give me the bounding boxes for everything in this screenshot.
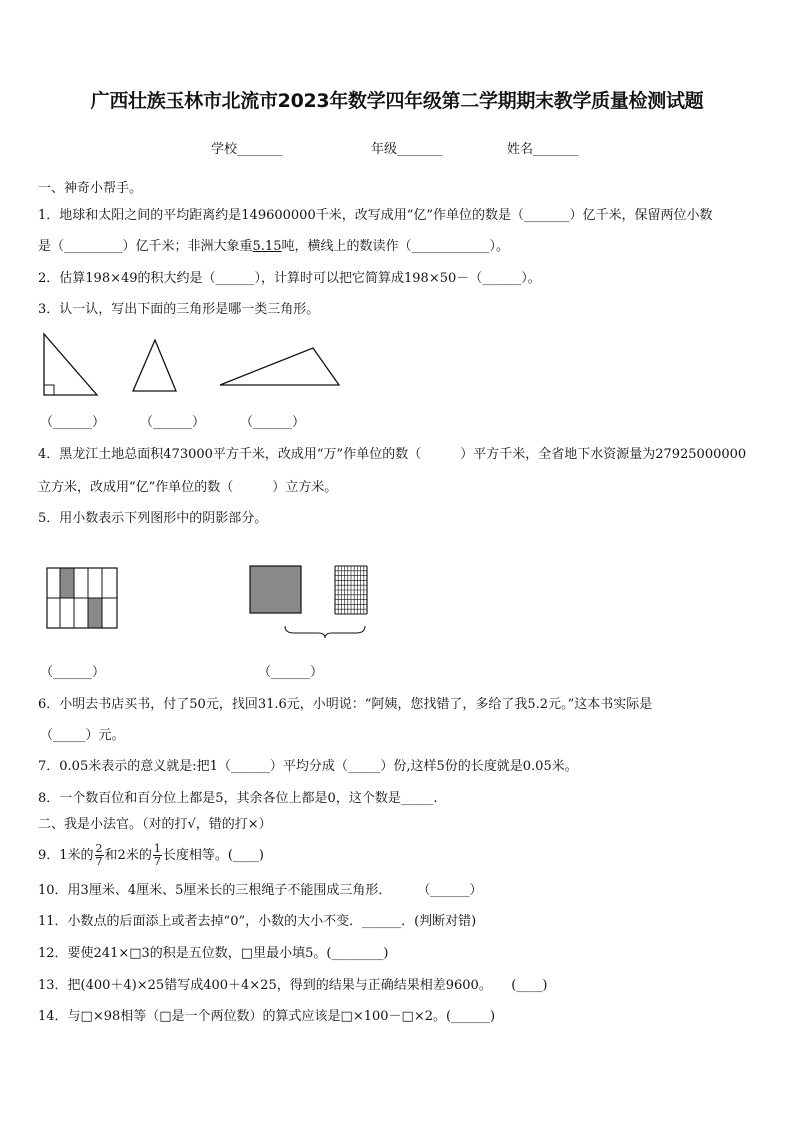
question-8: 8．一个数百位和百分位上都是5，其余各位上都是0，这个数是_____. bbox=[38, 791, 438, 806]
question-4-line-2: 立方米，改成用“亿”作单位的数（ ）立方米。 bbox=[38, 480, 338, 495]
obtuse-triangle-figure bbox=[218, 345, 343, 389]
question-12: 12．要使241×□3的积是五位数，□里最小填5。(________) bbox=[38, 946, 389, 961]
name-field: 姓名_______ bbox=[507, 142, 579, 157]
fraction-one-seventh: $\frac{1}{7}$ bbox=[153, 842, 161, 868]
grade-field: 年级_______ bbox=[371, 142, 443, 157]
school-field: 学校_______ bbox=[211, 142, 283, 157]
question-9: 9．1米的 $\frac{2}{7}$ 和2米的 $\frac{1}{7}$ 长度相等。(____) bbox=[38, 842, 264, 868]
shaded-bar-grid-figure bbox=[46, 567, 120, 631]
section-1-heading: 一、神奇小帮手。 bbox=[38, 181, 143, 196]
shaded-answer-blank-1[interactable]: （______） bbox=[40, 665, 106, 680]
section-2-heading: 二、我是小法官。（对的打√，错的打×） bbox=[38, 817, 272, 832]
hundred-grid-figure bbox=[334, 565, 368, 615]
question-13: 13．把(400＋4)×25错写成400＋4×25，得到的结果与正确结果相差9600。 (____) bbox=[38, 978, 548, 993]
right-triangle-figure bbox=[40, 332, 100, 398]
question-1-line-2: 是（_________）亿千米；非洲大象重5.15吨，横线上的数读作（____________）。 bbox=[38, 239, 509, 254]
fraction-two-sevenths: $\frac{2}{7}$ bbox=[95, 842, 103, 868]
question-10: 10．用3厘米、4厘米、5厘米长的三根绳子不能围成三角形． （______） bbox=[38, 883, 483, 898]
question-6-line-1: 6．小明去书店买书，付了50元，找回31.6元，小明说：“阿姨，您找错了，多给了我5.2元。”这本书实际是 bbox=[38, 697, 653, 712]
question-4-line-1: 4．黑龙江土地总面积473000平方千米，改成用“万”作单位的数（ ）平方千米，全省地下水资源量为27925000000 bbox=[38, 447, 747, 462]
question-6-line-2: （_____）元。 bbox=[40, 728, 125, 743]
triangle-answer-blank-2[interactable]: （______） bbox=[140, 415, 206, 430]
question-3: 3．认一认，写出下面的三角形是哪一类三角形。 bbox=[38, 302, 320, 317]
triangle-answer-blank-1[interactable]: （______） bbox=[40, 415, 106, 430]
shaded-square-figure bbox=[249, 565, 303, 615]
triangle-answer-blank-3[interactable]: （______） bbox=[240, 415, 306, 430]
question-7: 7．0.05米表示的意义就是:把1（______）平均分成（_____）份,这样5份的长度就是0.05米。 bbox=[38, 759, 578, 774]
question-1-line-1: 1．地球和太阳之间的平均距离约是149600000千米，改写成用“亿”作单位的数是（_______）亿千米，保留两位小数 bbox=[38, 208, 713, 223]
question-14: 14．与□×98相等（□是一个两位数）的算式应该是□×100－□×2。(______) bbox=[38, 1009, 496, 1024]
brace-figure bbox=[284, 624, 366, 640]
question-2: 2．估算198×49的积大约是（______），计算时可以把它简算成198×50－（______）。 bbox=[38, 271, 541, 286]
question-5: 5．用小数表示下列图形中的阴影部分。 bbox=[38, 511, 268, 526]
acute-triangle-figure bbox=[130, 338, 180, 394]
shaded-answer-blank-2[interactable]: （______） bbox=[258, 665, 324, 680]
page-title: 广西壮族玉林市北流市2023年数学四年级第二学期期末教学质量检测试题 bbox=[90, 90, 704, 112]
question-11: 11．小数点的后面添上或者去掉“0”，小数的大小不变．______．(判断对错) bbox=[38, 914, 477, 929]
